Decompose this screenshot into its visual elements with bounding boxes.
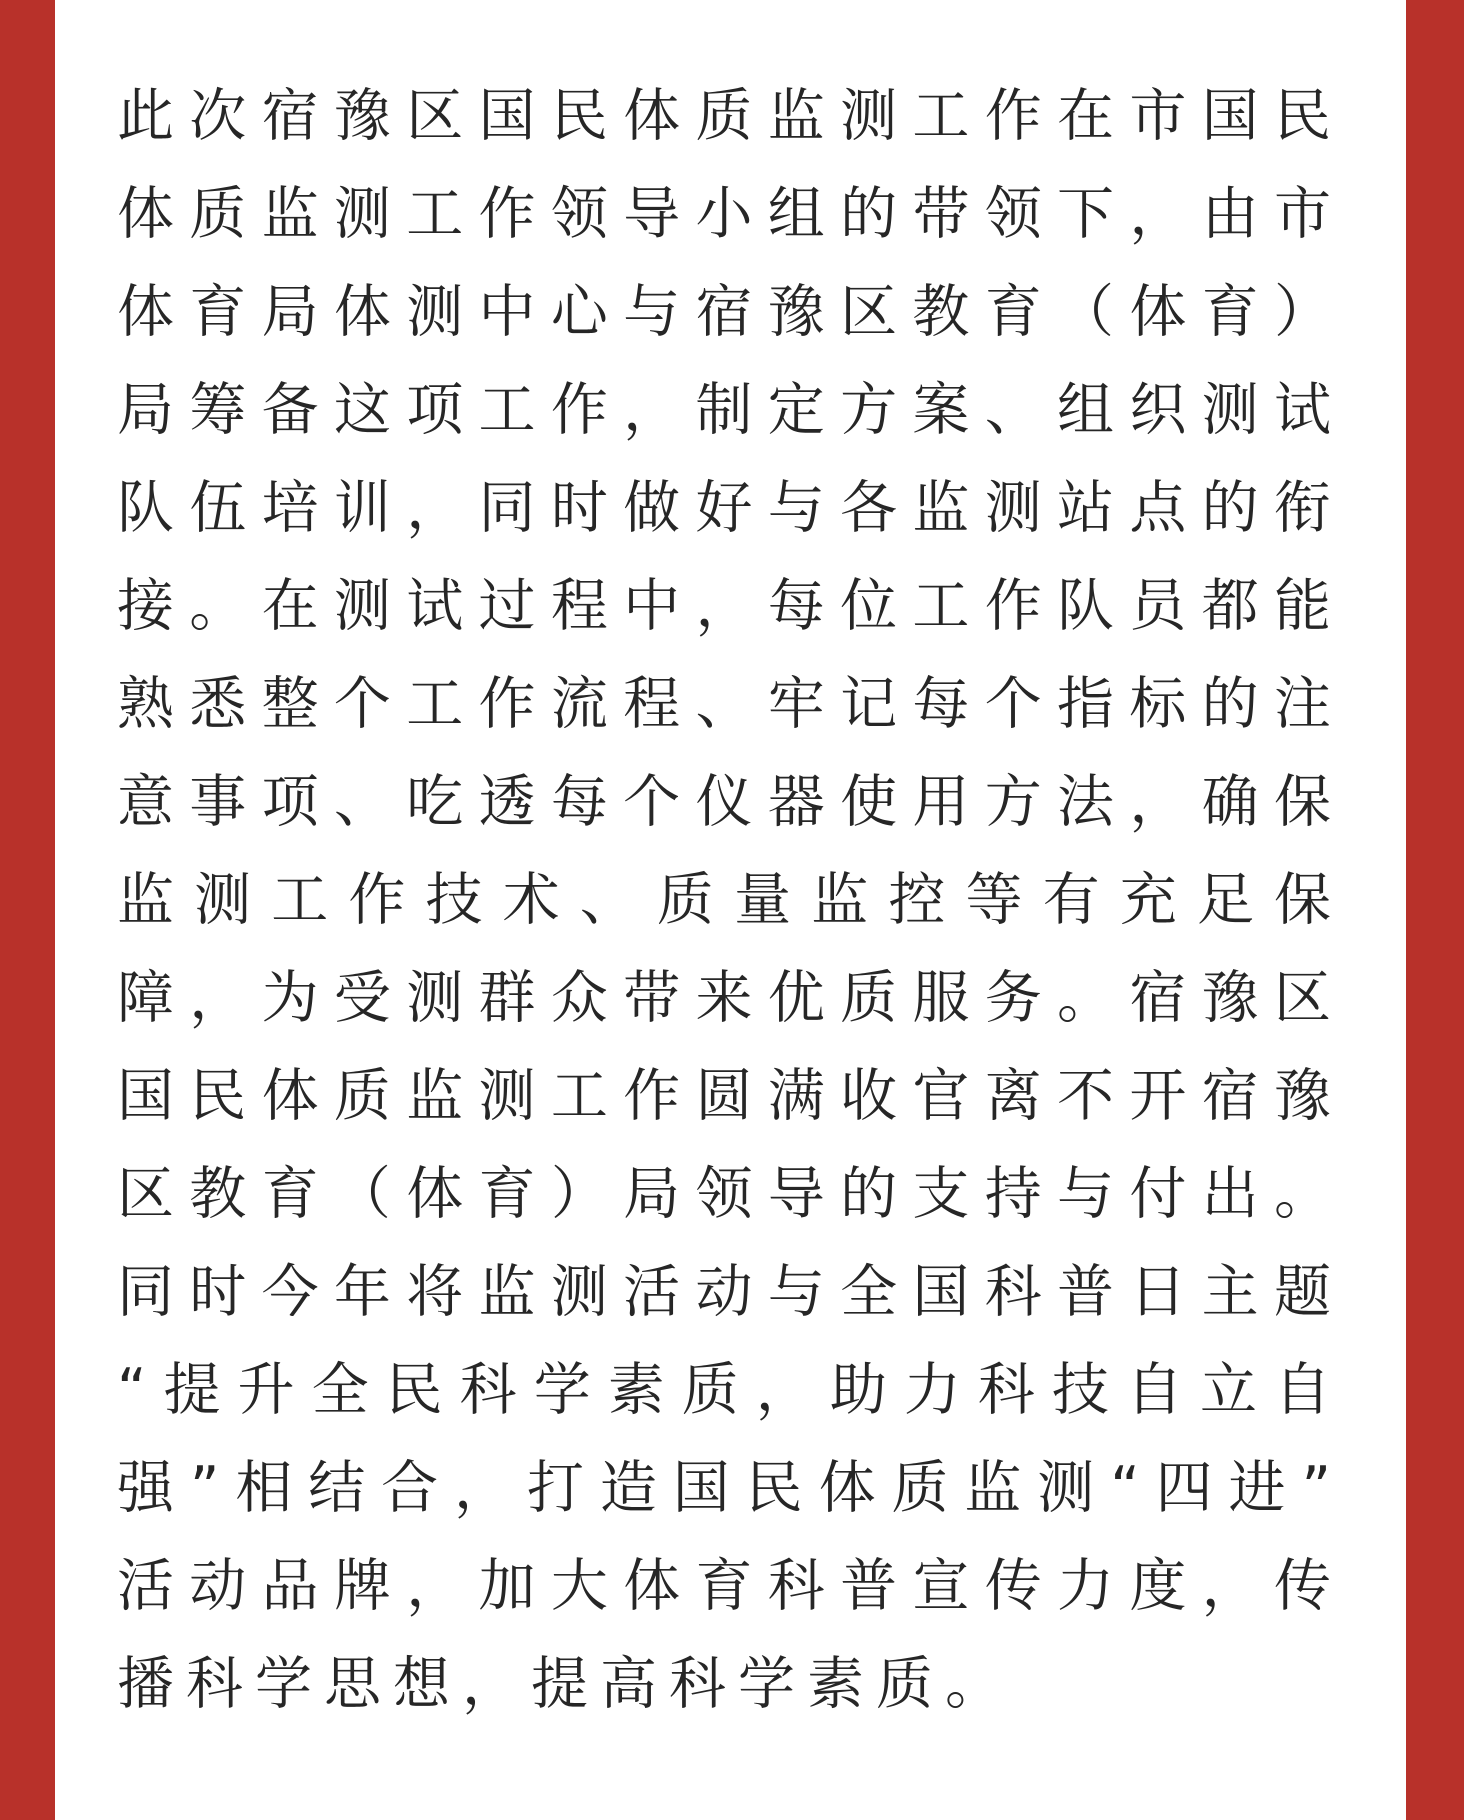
left-red-border [0, 0, 55, 1820]
article-line: 同时今年将监测活动与全国科普日主题 [117, 1259, 1332, 1325]
article-line: 体育局体测中心与宿豫区教育（体育） [117, 279, 1332, 345]
right-red-border [1406, 0, 1464, 1820]
article-line: 活动品牌，加大体育科普宣传力度，传 [117, 1553, 1332, 1619]
article-line: 障，为受测群众带来优质服务。宿豫区 [117, 965, 1332, 1031]
article-line: 此次宿豫区国民体质监测工作在市国民 [117, 83, 1332, 149]
article-line: 熟悉整个工作流程、牢记每个指标的注 [117, 671, 1332, 737]
article-body [117, 67, 1332, 1733]
article-line: 监测工作技术、质量监控等有充足保 [117, 867, 1332, 933]
article-line: 接。在测试过程中，每位工作队员都能 [117, 573, 1332, 639]
article-line: 体质监测工作领导小组的带领下，由市 [117, 181, 1332, 247]
article-line: 意事项、吃透每个仪器使用方法，确保 [117, 769, 1332, 835]
article-line: 强”相结合，打造国民体质监测“四进” [117, 1455, 1332, 1521]
article-line: 局筹备这项工作，制定方案、组织测试 [117, 377, 1332, 443]
article-line: 播科学思想，提高科学素质。 [117, 1651, 1014, 1717]
article-line: 区教育（体育）局领导的支持与付出。 [117, 1161, 1332, 1227]
article-line: 队伍培训，同时做好与各监测站点的衔 [117, 475, 1332, 541]
article-line: 国民体质监测工作圆满收官离不开宿豫 [117, 1063, 1332, 1129]
article-line: “提升全民科学素质，助力科技自立自 [117, 1357, 1332, 1423]
